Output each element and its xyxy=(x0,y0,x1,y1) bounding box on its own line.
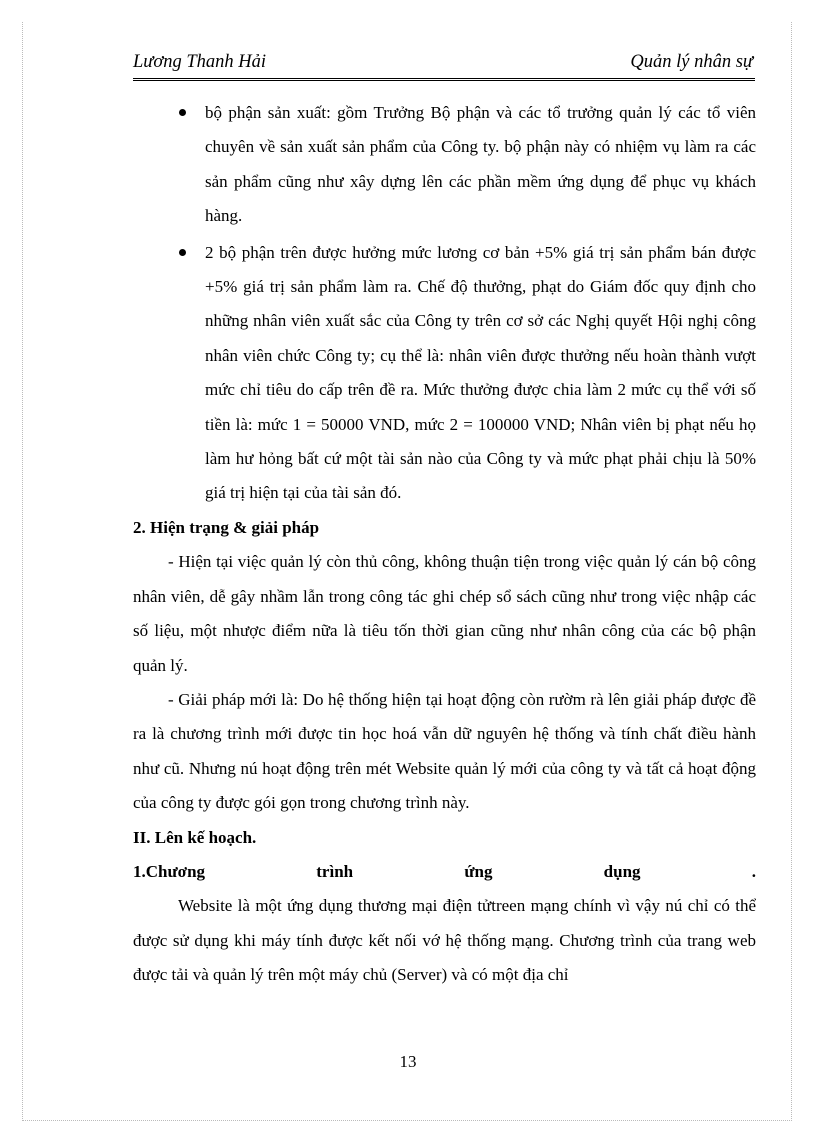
subsection-word: dụng xyxy=(603,861,641,881)
header-subject: Quản lý nhân sự xyxy=(630,52,753,72)
subsection-word: . xyxy=(751,861,756,881)
bullet-text: bộ phận sản xuất: gồm Trưởng Bộ phận và các tổ trưởng quản lý các tổ viên chuyên về sản xuất sản phẩm của Công ty. bộ phận này có nhiệm vụ làm ra các sản phẩm cũng như xây dựng lên các phần mềm ứng dụng để phục vụ khách hàng. xyxy=(205,103,756,226)
paragraph: Website là một ứng dụng thương mại điện tửtreen mạng chính vì vậy nú chỉ có thể được sử dụng khi máy tính được kết nối vớ hệ thống mạng. Chương trình của trang web được tải và quản lý trên một máy chủ (Server) và có một địa chỉ xyxy=(133,896,756,985)
subsection-word: trình xyxy=(316,861,354,881)
subsection-word: 1.Chương xyxy=(133,861,206,881)
page-number: 13 xyxy=(399,1052,417,1071)
subsection-heading xyxy=(133,855,756,889)
bullet-dot-icon xyxy=(179,249,186,256)
document-body xyxy=(133,96,756,993)
paragraph: - Giải pháp mới là: Do hệ thống hiện tại hoạt động còn rườm rà lên giải pháp được đề ra là chương trình mới được tin học hoá vẫn dữ nguyên hệ thống và tính chất điều hành như cũ. Nhưng nú hoạt động trên mét Website quản lý mới của công ty và tất cả hoạt động của công ty được gói gọn trong chương trình này. xyxy=(133,689,756,813)
bullet-text: 2 bộ phận trên được hưởng mức lương cơ bản +5% giá trị sản phẩm bán được +5% giá trị sản phẩm làm ra. Chế độ thưởng, phạt do Giám đốc quy định cho những nhân viên xuất sắc của Công ty trên cơ sở các Nghị quyết Hội nghị công nhân viên chức Công ty; cụ thể là: nhân viên được thưởng nếu hoàn thành vượt mức chỉ tiêu do cấp trên đề ra. Mức thưởng được chia làm 2 mức cụ thể với số tiền là: mức 1 = 50000 VND, mức 2 = 100000 VND; Nhân viên bị phạt nếu họ làm hư hỏng bất cứ một tài sản nào của Công ty và mức phạt phải chịu là 50% giá trị hiện tại của tài sản đó. xyxy=(205,242,756,503)
bullet-item xyxy=(133,236,756,511)
bullet-item xyxy=(133,96,756,234)
bullet-dot-icon xyxy=(179,109,186,116)
section-heading: 2. Hiện trạng & giải pháp xyxy=(133,517,320,537)
subsection-word: ứng xyxy=(464,861,493,881)
section-heading: II. Lên kế hoạch. xyxy=(133,827,257,847)
header-author: Lương Thanh Hải xyxy=(133,52,267,72)
page-header xyxy=(133,52,755,81)
paragraph: - Hiện tại việc quản lý còn thủ công, không thuận tiện trong việc quản lý cán bộ công nhân viên, dễ gây nhầm lẫn trong công tác ghi chép sổ sách cũng như trong việc nhập các số liệu, một nhược điểm nữa là tiêu tốn thời gian cũng như nhân công của các bộ phận quản lý. xyxy=(133,552,756,675)
